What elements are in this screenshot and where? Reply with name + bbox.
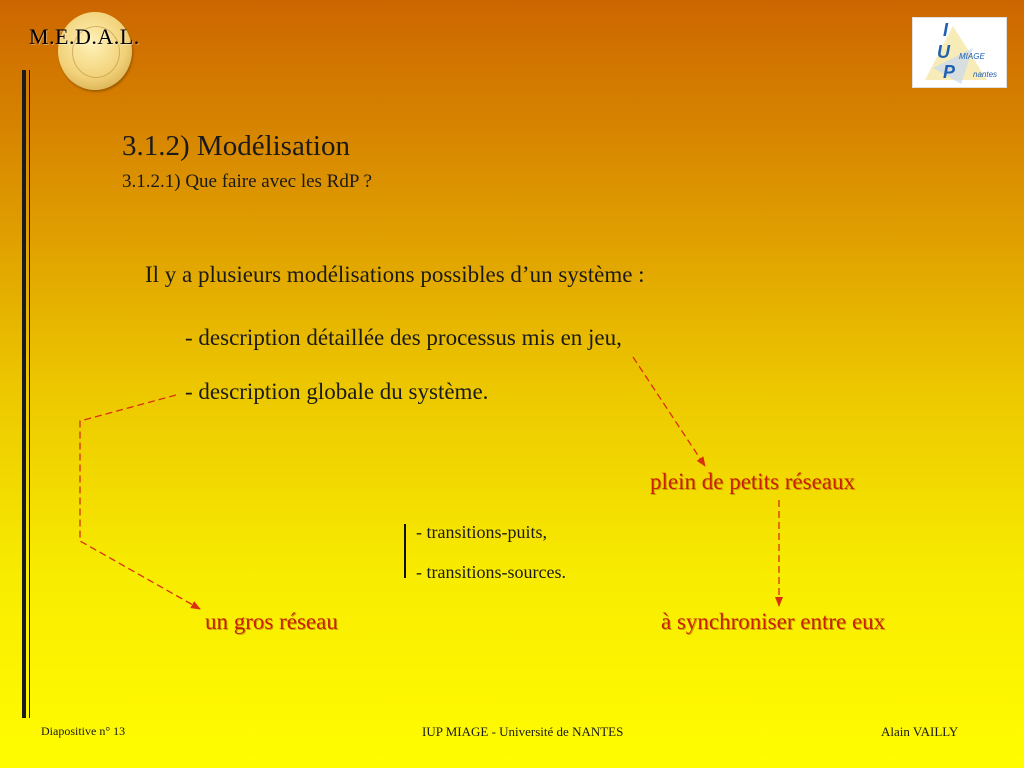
slide-subtitle: 3.1.2.1) Que faire avec les RdP ? bbox=[122, 171, 372, 192]
arrow-global-to-big-net bbox=[80, 395, 200, 609]
footer-author: Alain VAILLY bbox=[881, 724, 959, 739]
logo-letter-u: U bbox=[937, 42, 950, 62]
label-synchronize: à synchroniser entre eux bbox=[661, 609, 886, 634]
logo-word-nantes: nantes bbox=[973, 70, 998, 79]
footer-institution: IUP MIAGE - Université de NANTES bbox=[422, 724, 624, 739]
label-one-big-net: un gros réseau bbox=[205, 609, 338, 634]
logo-letter-p: P bbox=[943, 62, 956, 82]
logo-letter-i: I bbox=[943, 20, 949, 40]
slide-title: 3.1.2) Modélisation bbox=[122, 130, 350, 162]
bullet-detailed-description: - description détaillée des processus mis en jeu, bbox=[185, 325, 622, 350]
label-many-small-nets: plein de petits réseaux bbox=[650, 469, 856, 494]
transition-sources: - transitions-sources. bbox=[416, 562, 566, 582]
brand-title: M.E.D.A.L. bbox=[29, 24, 140, 49]
intro-text: Il y a plusieurs modélisations possibles d’un système : bbox=[145, 262, 645, 287]
bullet-global-description: - description globale du système. bbox=[185, 379, 489, 404]
transition-sinks: - transitions-puits, bbox=[416, 522, 547, 542]
footer-slide-number: Diapositive n° 13 bbox=[41, 724, 126, 738]
arrow-detailed-to-small-nets bbox=[633, 357, 705, 466]
logo-word-miage: MIAGE bbox=[959, 52, 985, 61]
